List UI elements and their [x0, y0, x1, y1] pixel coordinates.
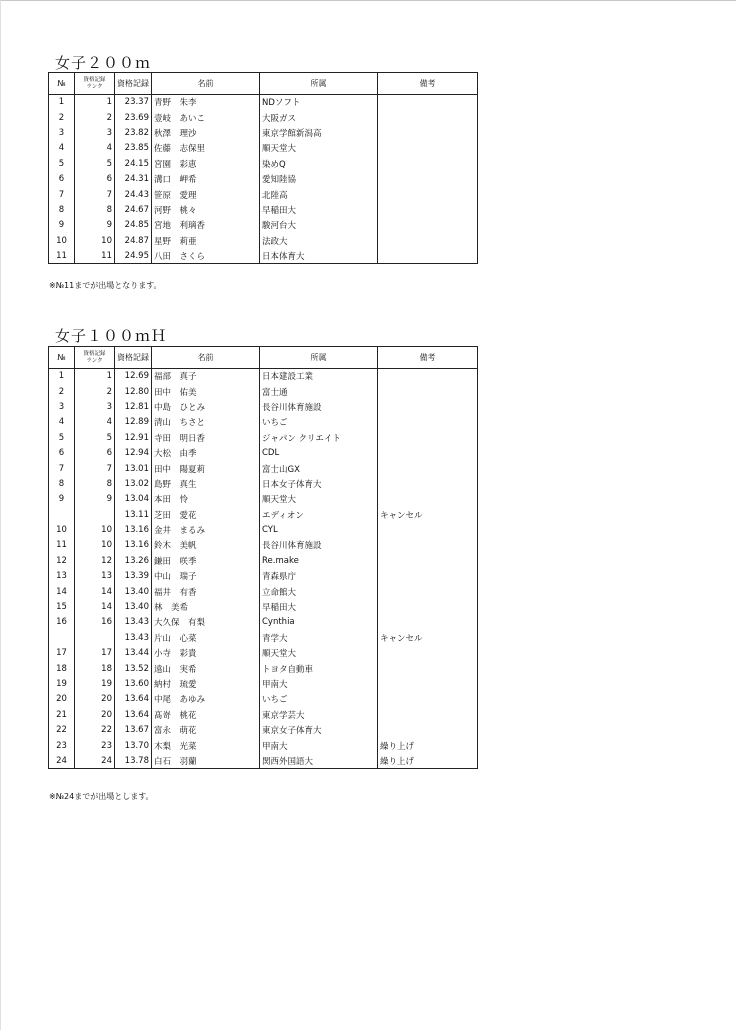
cell-name: 河野 桃々: [152, 202, 260, 217]
cell-remarks: [378, 615, 478, 630]
cell-no: 11: [49, 538, 75, 553]
cell-no: 16: [49, 615, 75, 630]
cell-remarks: 繰り上げ: [378, 753, 478, 768]
col-header-remarks: 備考: [378, 347, 478, 369]
cell-no: 8: [49, 476, 75, 491]
cell-team: 日本建設工業: [260, 369, 378, 384]
table-row: [49, 384, 478, 399]
cell-rank: 10: [75, 233, 115, 248]
cell-name: 宮園 彩恵: [152, 156, 260, 171]
section-title-100mh: 女子１００ｍＨ: [55, 327, 168, 345]
cell-remarks: [378, 492, 478, 507]
col-header-rank-line2: ランク: [86, 83, 103, 90]
table-row: [49, 599, 478, 614]
table-row: [49, 630, 478, 645]
cell-record: 13.67: [115, 722, 152, 737]
cell-name: 木梨 光菜: [152, 738, 260, 753]
table-row: [49, 676, 478, 691]
table-row: [49, 553, 478, 568]
cell-team: 順天堂大: [260, 141, 378, 156]
col-header-rank-line2: ランク: [86, 357, 103, 364]
cell-remarks: [378, 599, 478, 614]
cell-no: 4: [49, 415, 75, 430]
cell-team: 長谷川体育施設: [260, 538, 378, 553]
cell-rank: 1: [75, 95, 115, 110]
cell-no: 3: [49, 399, 75, 414]
cell-rank: 8: [75, 202, 115, 217]
cell-rank: 12: [75, 553, 115, 568]
table-row: [49, 248, 478, 263]
cell-team: 富士通: [260, 384, 378, 399]
cell-remarks: [378, 569, 478, 584]
table-row: [49, 646, 478, 661]
cell-record: 23.85: [115, 141, 152, 156]
cell-remarks: [378, 522, 478, 537]
cell-no: 5: [49, 156, 75, 171]
table-row: [49, 399, 478, 414]
cell-remarks: [378, 538, 478, 553]
cell-name: 本田 怜: [152, 492, 260, 507]
cell-name: 田中 佑美: [152, 384, 260, 399]
cell-rank: 3: [75, 125, 115, 140]
table-row: [49, 171, 478, 186]
col-header-name: 名前: [152, 73, 260, 95]
table-row: [49, 707, 478, 722]
cell-team: 東京女子体育大: [260, 722, 378, 737]
col-header-team: 所属: [260, 73, 378, 95]
cell-record: 24.85: [115, 218, 152, 233]
cell-record: 12.69: [115, 369, 152, 384]
cell-name: 林 美希: [152, 599, 260, 614]
cell-name: 佐藤 志保里: [152, 141, 260, 156]
col-header-record: 資格記録: [115, 347, 152, 369]
col-header-no: №: [49, 347, 75, 369]
table-body-100mh: [49, 369, 478, 769]
cell-rank: 9: [75, 218, 115, 233]
cell-no: 10: [49, 522, 75, 537]
cell-record: 13.44: [115, 646, 152, 661]
cell-no: 15: [49, 599, 75, 614]
cell-rank: 9: [75, 492, 115, 507]
cell-no: 4: [49, 141, 75, 156]
cell-name: 八田 さくら: [152, 248, 260, 263]
cell-no: 1: [49, 369, 75, 384]
cell-no: 23: [49, 738, 75, 753]
cell-rank: 2: [75, 110, 115, 125]
cell-remarks: 繰り上げ: [378, 738, 478, 753]
cell-remarks: [378, 233, 478, 248]
cell-remarks: [378, 476, 478, 491]
table-row: [49, 95, 478, 110]
table-row: [49, 369, 478, 384]
cell-record: 13.40: [115, 599, 152, 614]
cell-record: 23.37: [115, 95, 152, 110]
cell-rank: 10: [75, 538, 115, 553]
cell-record: 13.64: [115, 692, 152, 707]
cell-team: 早稲田大: [260, 599, 378, 614]
cell-team: CYL: [260, 522, 378, 537]
cell-remarks: [378, 707, 478, 722]
cell-rank: 4: [75, 141, 115, 156]
cell-no: 10: [49, 233, 75, 248]
cell-rank: 14: [75, 584, 115, 599]
cell-rank: 2: [75, 384, 115, 399]
cell-remarks: [378, 399, 478, 414]
cell-name: 白石 羽蘭: [152, 753, 260, 768]
cell-team: いちご: [260, 415, 378, 430]
table-row: [49, 430, 478, 445]
cell-name: 芝田 愛花: [152, 507, 260, 522]
cell-remarks: [378, 95, 478, 110]
table-row: [49, 692, 478, 707]
col-header-team: 所属: [260, 347, 378, 369]
cell-rank: 16: [75, 615, 115, 630]
table-body-200m: [49, 95, 478, 264]
cell-rank: 17: [75, 646, 115, 661]
cell-name: 島野 真生: [152, 476, 260, 491]
results-table-100mh: [48, 346, 478, 769]
section-title-200m: 女子２００ｍ: [55, 54, 152, 72]
cell-remarks: [378, 722, 478, 737]
cell-team: 青森県庁: [260, 569, 378, 584]
cell-name: 大久保 有梨: [152, 615, 260, 630]
cell-team: CDL: [260, 445, 378, 460]
cell-record: 12.80: [115, 384, 152, 399]
cell-record: 13.04: [115, 492, 152, 507]
table-row: [49, 753, 478, 768]
cell-name: 鈴木 美帆: [152, 538, 260, 553]
cell-name: 大松 由季: [152, 445, 260, 460]
table-row: [49, 415, 478, 430]
cell-no: 2: [49, 384, 75, 399]
cell-remarks: [378, 553, 478, 568]
table-row: [49, 538, 478, 553]
col-header-record: 資格記録: [115, 73, 152, 95]
cell-team: 日本女子体育大: [260, 476, 378, 491]
cell-no: 19: [49, 676, 75, 691]
cell-no: 1: [49, 95, 75, 110]
cell-rank: 7: [75, 187, 115, 202]
cell-record: 12.89: [115, 415, 152, 430]
cell-no: 6: [49, 445, 75, 460]
cell-team: 染めQ: [260, 156, 378, 171]
cell-team: エディオン: [260, 507, 378, 522]
cell-name: 中島 ひとみ: [152, 399, 260, 414]
cell-name: 笹原 愛理: [152, 187, 260, 202]
cell-record: 13.02: [115, 476, 152, 491]
cell-remarks: [378, 461, 478, 476]
cell-team: 北陸高: [260, 187, 378, 202]
cell-team: 関西外国語大: [260, 753, 378, 768]
cell-team: 駿河台大: [260, 218, 378, 233]
cell-team: 法政大: [260, 233, 378, 248]
cell-record: 24.31: [115, 171, 152, 186]
note-200m: ※№11までが出場となります。: [49, 281, 162, 290]
col-header-rank: [75, 347, 115, 369]
cell-team: Re.make: [260, 553, 378, 568]
cell-remarks: [378, 125, 478, 140]
cell-no: [49, 507, 75, 522]
table-row: [49, 110, 478, 125]
cell-name: 片山 心菜: [152, 630, 260, 645]
cell-no: 2: [49, 110, 75, 125]
cell-team: Cynthia: [260, 615, 378, 630]
table-row: [49, 507, 478, 522]
cell-team: ジャパン クリエイト: [260, 430, 378, 445]
cell-no: 18: [49, 661, 75, 676]
table-header-row: [49, 347, 478, 369]
cell-record: 24.87: [115, 233, 152, 248]
cell-remarks: [378, 415, 478, 430]
cell-record: 13.78: [115, 753, 152, 768]
cell-record: 12.91: [115, 430, 152, 445]
cell-team: 愛知陸協: [260, 171, 378, 186]
table-row: [49, 492, 478, 507]
cell-rank: 10: [75, 522, 115, 537]
cell-team: 富士山GX: [260, 461, 378, 476]
cell-name: 髙嵜 桃花: [152, 707, 260, 722]
cell-no: 13: [49, 569, 75, 584]
cell-record: 24.67: [115, 202, 152, 217]
cell-record: 24.95: [115, 248, 152, 263]
table-row: [49, 461, 478, 476]
cell-name: 清山 ちさと: [152, 415, 260, 430]
cell-record: 13.43: [115, 630, 152, 645]
cell-record: 13.70: [115, 738, 152, 753]
cell-remarks: [378, 141, 478, 156]
cell-name: 星野 莉亜: [152, 233, 260, 248]
table-row: [49, 202, 478, 217]
cell-rank: 20: [75, 692, 115, 707]
table-row: [49, 187, 478, 202]
table-row: [49, 156, 478, 171]
cell-no: 9: [49, 218, 75, 233]
cell-no: 9: [49, 492, 75, 507]
cell-name: 鎌田 咲季: [152, 553, 260, 568]
cell-remarks: [378, 369, 478, 384]
cell-rank: [75, 507, 115, 522]
cell-remarks: [378, 384, 478, 399]
cell-record: 13.16: [115, 522, 152, 537]
cell-rank: 18: [75, 661, 115, 676]
table-row: [49, 125, 478, 140]
cell-rank: 11: [75, 248, 115, 263]
cell-name: 青野 朱李: [152, 95, 260, 110]
table-row: [49, 445, 478, 460]
col-header-remarks: 備考: [378, 73, 478, 95]
table-row: [49, 661, 478, 676]
cell-rank: 1: [75, 369, 115, 384]
cell-remarks: [378, 171, 478, 186]
results-table-200m: [48, 72, 478, 264]
cell-team: 立命館大: [260, 584, 378, 599]
cell-team: トヨタ自動車: [260, 661, 378, 676]
cell-no: 17: [49, 646, 75, 661]
cell-team: 早稲田大: [260, 202, 378, 217]
cell-remarks: [378, 218, 478, 233]
cell-team: NDソフト: [260, 95, 378, 110]
cell-record: 12.81: [115, 399, 152, 414]
cell-rank: 6: [75, 445, 115, 460]
cell-record: 13.43: [115, 615, 152, 630]
cell-team: 甲南大: [260, 738, 378, 753]
cell-record: 13.26: [115, 553, 152, 568]
cell-rank: 19: [75, 676, 115, 691]
cell-no: 21: [49, 707, 75, 722]
cell-remarks: キャンセル: [378, 507, 478, 522]
cell-no: 11: [49, 248, 75, 263]
cell-team: 順天堂大: [260, 646, 378, 661]
cell-remarks: [378, 430, 478, 445]
cell-record: 13.60: [115, 676, 152, 691]
cell-rank: [75, 630, 115, 645]
cell-team: 東京学芸大: [260, 707, 378, 722]
cell-no: 7: [49, 187, 75, 202]
cell-name: 福部 真子: [152, 369, 260, 384]
cell-remarks: [378, 156, 478, 171]
col-header-rank-line1: 資格記録: [83, 76, 106, 83]
cell-name: 秋澤 理沙: [152, 125, 260, 140]
cell-team: 長谷川体育施設: [260, 399, 378, 414]
cell-no: 5: [49, 430, 75, 445]
col-header-rank: [75, 73, 115, 95]
table-row: [49, 722, 478, 737]
table-header-row: [49, 73, 478, 95]
cell-rank: 3: [75, 399, 115, 414]
cell-record: 13.16: [115, 538, 152, 553]
cell-remarks: キャンセル: [378, 630, 478, 645]
table-row: [49, 233, 478, 248]
cell-team: 甲南大: [260, 676, 378, 691]
cell-name: 壹岐 あいこ: [152, 110, 260, 125]
cell-remarks: [378, 445, 478, 460]
cell-record: 13.39: [115, 569, 152, 584]
cell-rank: 23: [75, 738, 115, 753]
cell-record: 24.43: [115, 187, 152, 202]
cell-rank: 4: [75, 415, 115, 430]
cell-rank: 20: [75, 707, 115, 722]
table-row: [49, 584, 478, 599]
cell-no: 6: [49, 171, 75, 186]
cell-no: 24: [49, 753, 75, 768]
note-100mh: ※№24までが出場とします。: [49, 792, 154, 801]
cell-team: 順天堂大: [260, 492, 378, 507]
cell-remarks: [378, 187, 478, 202]
table-row: [49, 569, 478, 584]
table-row: [49, 522, 478, 537]
cell-rank: 13: [75, 569, 115, 584]
cell-name: 中尾 あゆみ: [152, 692, 260, 707]
cell-remarks: [378, 584, 478, 599]
cell-remarks: [378, 692, 478, 707]
cell-name: 納村 琉愛: [152, 676, 260, 691]
cell-remarks: [378, 676, 478, 691]
cell-name: 中山 瑞子: [152, 569, 260, 584]
cell-remarks: [378, 646, 478, 661]
cell-name: 宮地 利璃香: [152, 218, 260, 233]
cell-name: 金井 まるみ: [152, 522, 260, 537]
cell-no: 3: [49, 125, 75, 140]
cell-rank: 7: [75, 461, 115, 476]
cell-record: 23.82: [115, 125, 152, 140]
cell-name: 富永 萌花: [152, 722, 260, 737]
table-row: [49, 615, 478, 630]
table-row: [49, 141, 478, 156]
cell-no: 7: [49, 461, 75, 476]
cell-no: 20: [49, 692, 75, 707]
cell-rank: 22: [75, 722, 115, 737]
cell-record: 13.01: [115, 461, 152, 476]
cell-record: 13.40: [115, 584, 152, 599]
cell-no: 8: [49, 202, 75, 217]
cell-record: 13.11: [115, 507, 152, 522]
cell-name: 寺田 明日香: [152, 430, 260, 445]
cell-remarks: [378, 202, 478, 217]
cell-rank: 14: [75, 599, 115, 614]
cell-team: 大阪ガス: [260, 110, 378, 125]
cell-remarks: [378, 661, 478, 676]
cell-record: 24.15: [115, 156, 152, 171]
col-header-name: 名前: [152, 347, 260, 369]
col-header-no: №: [49, 73, 75, 95]
cell-name: 溝口 岬希: [152, 171, 260, 186]
cell-team: いちご: [260, 692, 378, 707]
cell-no: 12: [49, 553, 75, 568]
cell-no: 14: [49, 584, 75, 599]
cell-name: 福井 有香: [152, 584, 260, 599]
col-header-rank-line1: 資格記録: [83, 350, 106, 357]
cell-record: 12.94: [115, 445, 152, 460]
cell-no: 22: [49, 722, 75, 737]
cell-team: 青学大: [260, 630, 378, 645]
cell-no: [49, 630, 75, 645]
cell-remarks: [378, 110, 478, 125]
table-row: [49, 476, 478, 491]
cell-team: 東京学館新潟高: [260, 125, 378, 140]
cell-rank: 6: [75, 171, 115, 186]
table-row: [49, 218, 478, 233]
cell-rank: 24: [75, 753, 115, 768]
cell-name: 小寺 彩貴: [152, 646, 260, 661]
cell-rank: 5: [75, 430, 115, 445]
cell-team: 日本体育大: [260, 248, 378, 263]
cell-name: 田中 陽夏莉: [152, 461, 260, 476]
cell-rank: 8: [75, 476, 115, 491]
cell-record: 13.64: [115, 707, 152, 722]
cell-record: 13.52: [115, 661, 152, 676]
cell-name: 遠山 実希: [152, 661, 260, 676]
cell-rank: 5: [75, 156, 115, 171]
cell-remarks: [378, 248, 478, 263]
table-row: [49, 738, 478, 753]
cell-record: 23.69: [115, 110, 152, 125]
